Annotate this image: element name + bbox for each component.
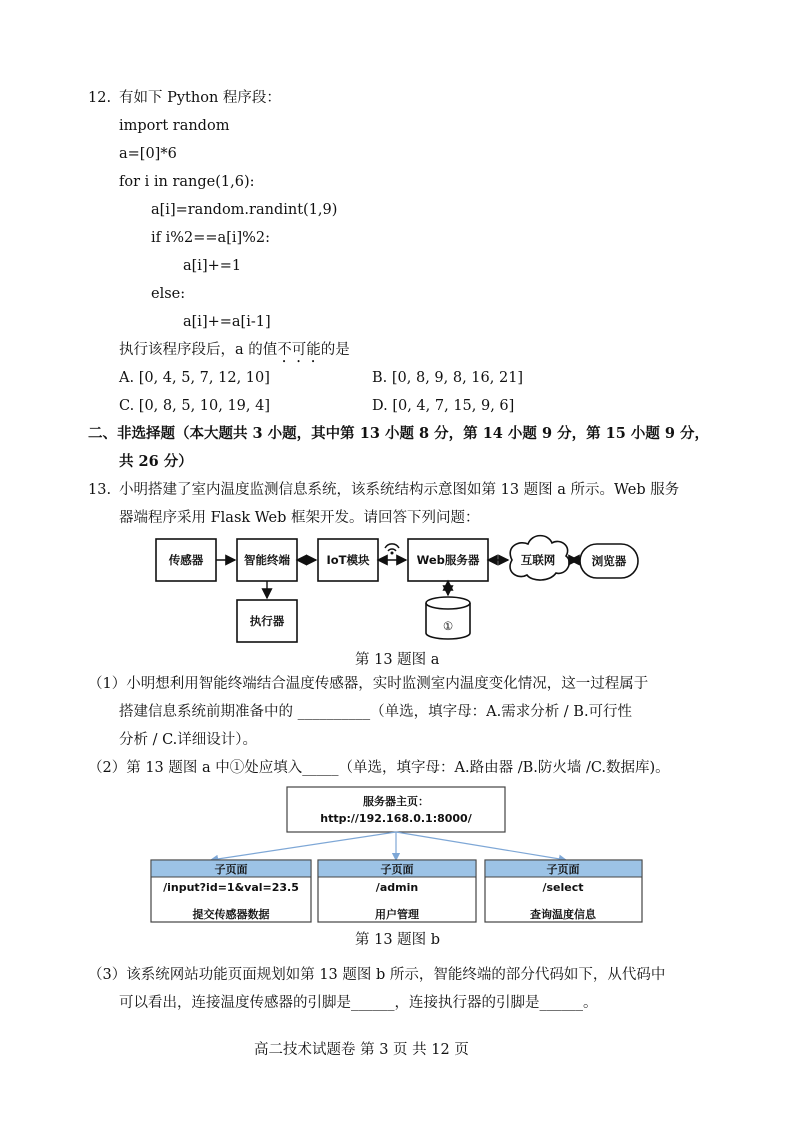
code-line: else: [151, 286, 186, 302]
q12-question-post: 的是 [320, 342, 350, 358]
main-page-box [287, 787, 505, 832]
sensor-label: 传感器 [168, 553, 204, 567]
q12-question-pre: 执行该程序段后，a 的值 [119, 342, 278, 358]
sub-page-header: 子页面 [214, 863, 248, 876]
sub3-text: （3）该系统网站功能页面规划如第 13 题图 b 所示，智能终端的部分代码如下，从代码中 [88, 967, 666, 983]
q13-number: 13. [88, 482, 112, 498]
q13-intro-cont: 器端程序采用 Flask Web 框架开发。请回答下列问题： [119, 510, 480, 526]
q12-stem: 有如下 Python 程序段： [119, 90, 281, 106]
option-b: B. [0, 8, 9, 8, 16, 21] [372, 370, 524, 386]
page-footer: 高二技术试题卷 第 3 页 共 12 页 [254, 1042, 469, 1058]
web-server-label: Web服务器 [416, 553, 480, 567]
code-line: a[i]+=a[i-1] [183, 314, 271, 330]
code-line: if i%2==a[i]%2: [151, 230, 271, 246]
iot-label: IoT模块 [326, 553, 370, 567]
code-line: for i in range(1,6): [119, 174, 255, 190]
sub-page-desc: 查询温度信息 [530, 908, 596, 921]
wifi-icon [385, 544, 399, 548]
sub1-text-cont: 搭建信息系统前期准备中的 __________（单选，填字母：A.需求分析 / B.可行性 [119, 704, 633, 720]
q12-number: 12. [88, 90, 112, 106]
wifi-icon [388, 549, 396, 551]
sub-page-desc: 提交传感器数据 [192, 908, 270, 921]
option-c: C. [0, 8, 5, 10, 19, 4] [119, 398, 271, 414]
link-line [396, 832, 566, 860]
actuator-label: 执行器 [249, 614, 285, 628]
figure-a-caption: 第 13 题图 a [355, 652, 440, 668]
section2-heading: 二、非选择题（本大题共 3 小题，其中第 13 小题 8 分，第 14 小题 9 分，第 15 小题 9 分， [88, 425, 710, 442]
internet-label: 互联网 [520, 553, 556, 567]
code-line: a[i]+=1 [183, 258, 242, 274]
sub-page-desc: 用户管理 [375, 908, 419, 921]
browser-label: 浏览器 [591, 554, 627, 568]
main-page-url: http://192.168.0.1:8000/ [320, 812, 472, 825]
main-page-title: 服务器主页： [363, 795, 429, 808]
sub1-text: （1）小明想利用智能终端结合温度传感器，实时监测室内温度变化情况，这一过程属于 [88, 676, 649, 692]
option-a: A. [0, 4, 5, 7, 12, 10] [119, 370, 270, 386]
database-top [426, 597, 470, 609]
sub2-text: （2）第 13 题图 a 中①处应填入_____（单选，填字母：A.路由器 /B.防火墙 /C.数据库)。 [88, 760, 670, 776]
sub-page-path: /admin [375, 881, 419, 894]
q12-emphasis: 不可能 [277, 342, 321, 358]
section2-heading-cont: 共 26 分） [119, 453, 193, 470]
code-line: a[i]=random.randint(1,9) [151, 202, 338, 218]
code-line: a=[0]*6 [119, 146, 177, 162]
sub-page-header: 子页面 [546, 863, 580, 876]
code-line: import random [119, 118, 230, 134]
sub-page-header: 子页面 [380, 863, 414, 876]
q13-intro: 小明搭建了室内温度监测信息系统，该系统结构示意图如第 13 题图 a 所示。Web 服务 [119, 482, 680, 498]
sub-page-path: /input?id=1&val=23.5 [163, 881, 299, 894]
terminal-label: 智能终端 [244, 553, 290, 567]
figure-b-diagram [0, 780, 794, 930]
sub3-text-cont: 可以看出，连接温度传感器的引脚是______，连接执行器的引脚是______。 [119, 995, 598, 1011]
database-mark: ① [442, 619, 454, 633]
sub-page-path: /select [542, 881, 584, 894]
link-line [211, 832, 396, 860]
option-d: D. [0, 4, 7, 15, 9, 6] [372, 398, 515, 414]
sub1-text-cont: 分析 / C.详细设计）。 [119, 732, 258, 748]
figure-b-caption: 第 13 题图 b [355, 932, 441, 948]
